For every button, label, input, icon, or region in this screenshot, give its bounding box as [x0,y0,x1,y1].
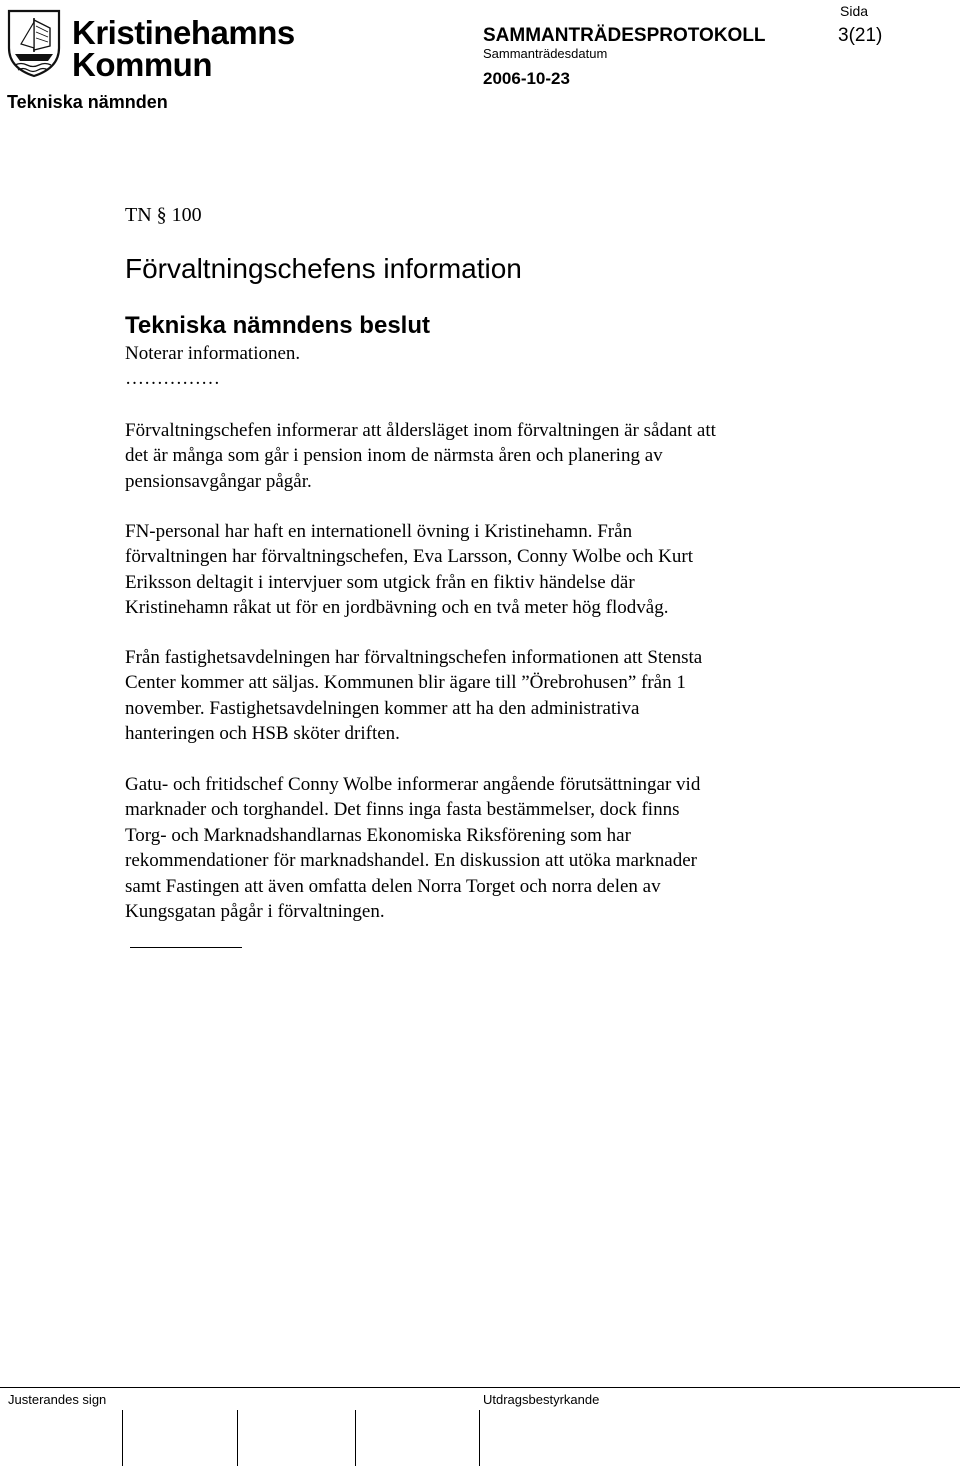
paragraph-line: Kungsgatan pågår i förvaltningen. [125,901,385,923]
paragraph-line: samt Fastingen att även omfatta delen Norra Torget och norra delen av [125,875,661,897]
logo-wordmark-line2: Kommun [72,46,212,83]
page-title: Förvaltningschefens information [125,253,522,284]
page-label: Sida [840,3,869,19]
paragraph-line: Från fastighetsavdelningen har förvaltningschefen informationen att Stensta [125,647,703,668]
logo-wordmark-line1: Kristinehamns [72,14,295,51]
paragraph-line: Förvaltningschefen informerar att åldersläget inom förvaltningen är sådant att [125,420,716,441]
paragraph-line: Torg- och Marknadshandlarnas Ekonomiska Riksförening som har [125,824,631,846]
signature-box-divider [237,1410,238,1466]
paragraph-line: Gatu- och fritidschef Conny Wolbe informerar angående förutsättningar vid [125,774,701,795]
date-label: Sammanträdesdatum [483,46,608,61]
committee-name: Tekniska nämnden [7,92,168,112]
paragraph-reference: TN § 100 [125,204,202,226]
paragraph-line: marknader och torghandel. Det finns inga fasta bestämmelser, dock finns [125,799,680,821]
paragraph-line: Eriksson deltagit i intervjuer som utgick från en fiktiv händelse där [125,571,635,593]
paragraph-line: november. Fastighetsavdelningen kommer att ha den administrativa [125,697,640,719]
sign-label: Justerandes sign [8,1392,107,1407]
paragraph-line: Center kommer att säljas. Kommunen blir ägare till ”Örebrohusen” från 1 [125,672,686,694]
document-type: SAMMANTRÄDESPROTOKOLL [483,25,766,46]
decision-heading: Tekniska nämndens beslut [125,312,430,339]
signature-box-divider [479,1410,480,1466]
paragraph-line: rekommendationer för marknadshandel. En diskussion att utöka marknader [125,850,697,872]
separator-dots: …………… [125,368,220,389]
paragraph-line: det är många som går i pension inom de närmsta åren och planering av [125,445,663,467]
meeting-date: 2006-10-23 [483,69,570,88]
decision-text: Noterar informationen. [125,343,301,364]
page-number: 3(21) [838,25,883,46]
paragraph-property-sale [125,645,825,747]
paragraph-fn-exercise [125,519,825,621]
ship-crest-icon [6,8,62,78]
paragraph-line: pensionsavgångar pågår. [125,470,312,492]
paragraph-line: FN-personal har haft en internationell övning i Kristinehamn. Från [125,521,633,542]
signature-box-divider [355,1410,356,1466]
end-rule [130,947,242,948]
footer-divider [0,1387,960,1388]
paragraph-age-structure [125,418,825,494]
paragraph-line: hanteringen och HSB sköter driften. [125,723,400,745]
extract-label: Utdragsbestyrkande [483,1392,600,1407]
paragraph-line: förvaltningen har förvaltningschefen, Eva Larsson, Conny Wolbe och Kurt [125,546,693,568]
signature-box-divider [122,1410,123,1466]
paragraph-line: Kristinehamn råkat ut för en jordbävning och en två meter hög flodvåg. [125,597,669,619]
paragraph-market-trade [125,772,825,924]
